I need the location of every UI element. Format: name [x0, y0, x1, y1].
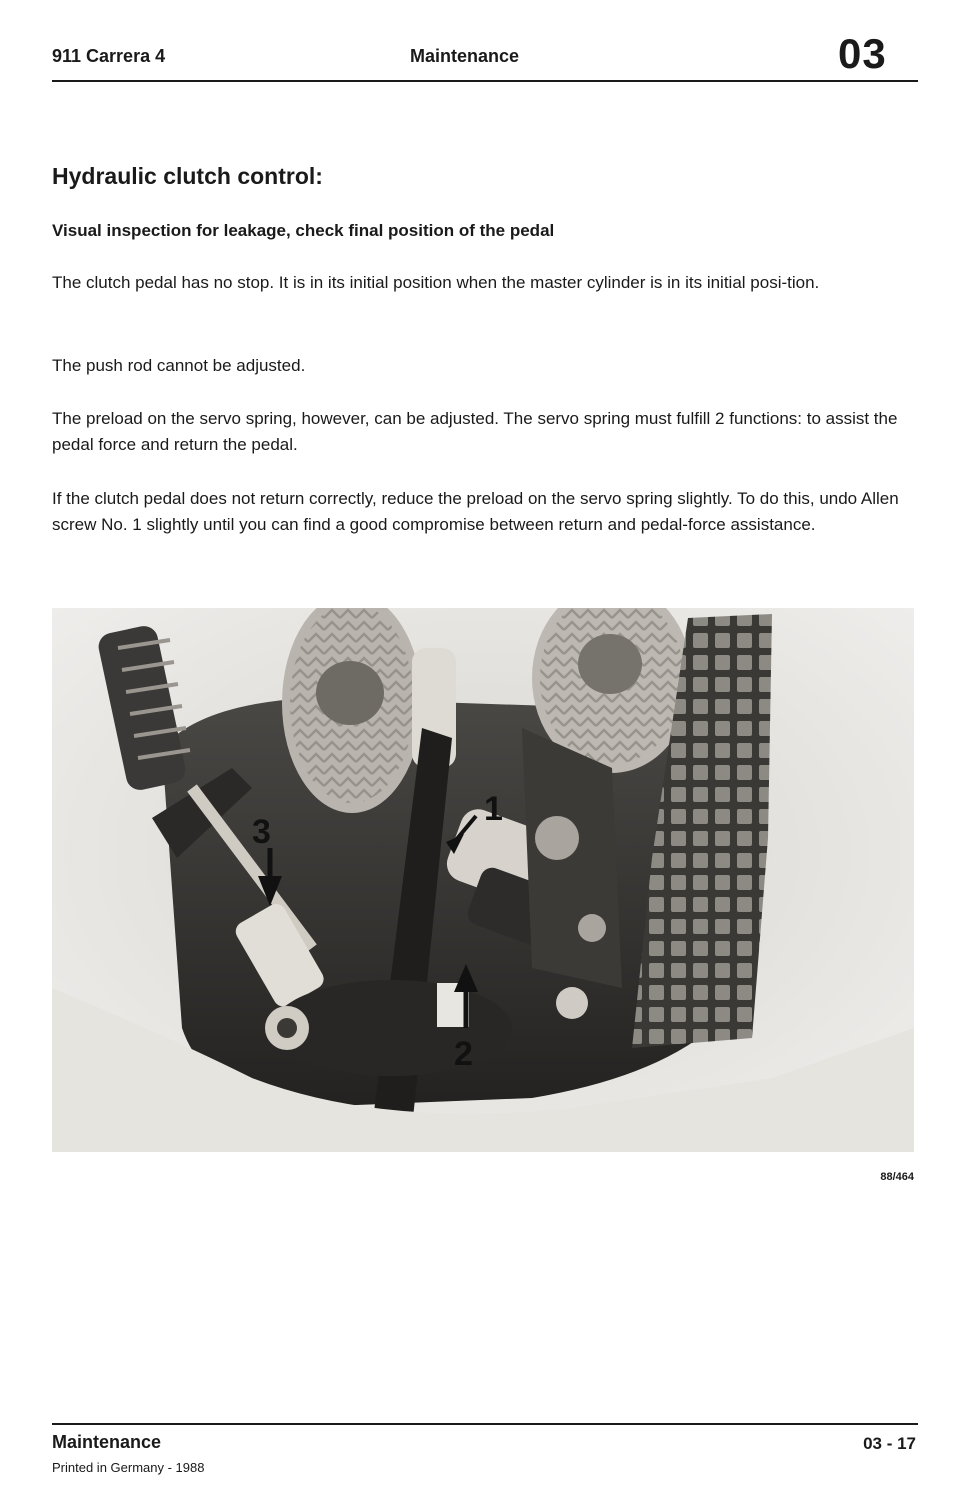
- procedure-subtitle: Visual inspection for leakage, check final position of the pedal: [52, 221, 555, 240]
- callout-label-3: 3: [252, 813, 271, 851]
- paragraph-servo-spring: The preload on the servo spring, however, can be adjusted. The servo spring must fulfill 2 functions: to assist the pedal force and return the pedal.: [52, 409, 898, 454]
- paragraph-pedal-stop: The clutch pedal has no stop. It is in its initial position when the master cylinder is in its initial posi-tion.: [52, 273, 820, 292]
- header-model: 911 Carrera 4: [52, 46, 166, 66]
- page-number: 03 - 17: [863, 1434, 916, 1453]
- figure-code: 88/464: [880, 1171, 914, 1183]
- header-divider: [52, 80, 918, 82]
- callout-label-1: 1: [484, 790, 503, 828]
- paragraph-push-rod: The push rod cannot be adjusted.: [52, 356, 306, 375]
- page-title: Hydraulic clutch control:: [52, 163, 323, 189]
- paragraph-adjustment: If the clutch pedal does not return correctly, reduce the preload on the servo spring slightly. To do this, undo Allen screw No. 1 slightly until you can find a good compromise between return and pedal-force assistance.: [52, 489, 899, 534]
- footer-section: Maintenance: [52, 1432, 162, 1452]
- callout-label-2: 2: [454, 1035, 473, 1073]
- pedal-cluster-photo: [52, 608, 914, 1152]
- header-section-title: Maintenance: [410, 46, 520, 66]
- footer-divider: [52, 1423, 918, 1425]
- print-info: Printed in Germany - 1988: [52, 1460, 205, 1475]
- header-group-number: 03: [838, 30, 887, 77]
